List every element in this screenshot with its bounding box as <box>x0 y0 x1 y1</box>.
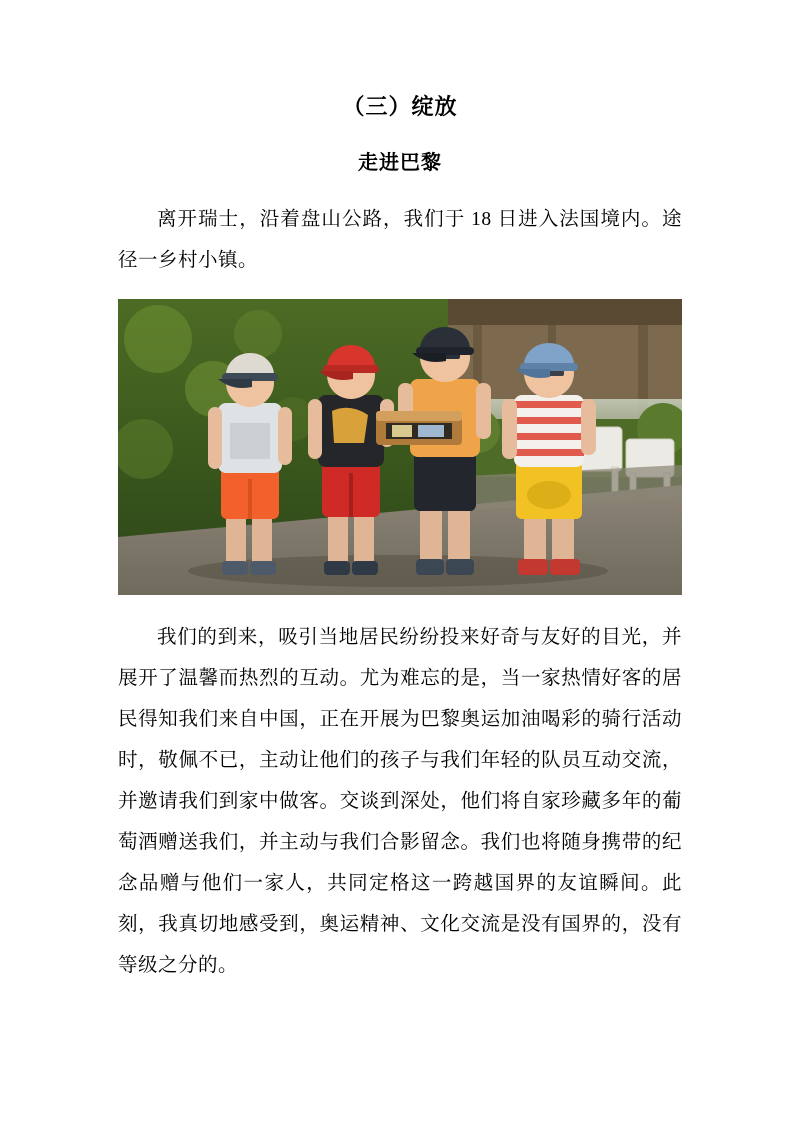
document-content <box>118 92 682 992</box>
page-title: （三）绽放 <box>342 94 458 119</box>
photo-children-group <box>118 299 682 595</box>
page-subtitle: 走进巴黎 <box>358 151 442 174</box>
paragraph-1: 离开瑞士，沿着盘山公路，我们于 18 日进入法国境内。途径一乡村小镇。 <box>118 208 682 271</box>
paragraph-2: 我们的到来，吸引当地居民纷纷投来好奇与友好的目光，并展开了温馨而热烈的互动。尤为难忘的是，当一家热情好客的居民得知我们来自中国，正在开展为巴黎奥运加油喝彩的骑行活动时，敬佩不已，主动让他们的孩子与我们年轻的队员互动交流，并邀请我们到家中做客。交谈到深处，他们将自家珍藏多年的葡萄酒赠送我们，并主动与我们合影留念。我们也将随身携带的纪念品赠与他们一家人，共同定格这一跨越国界的友谊瞬间。此刻，我真切地感受到，奥运精神、文化交流是没有国界的，没有等级之分的。 <box>118 626 682 976</box>
gift-box <box>376 411 462 445</box>
photo-illustration <box>118 299 682 595</box>
